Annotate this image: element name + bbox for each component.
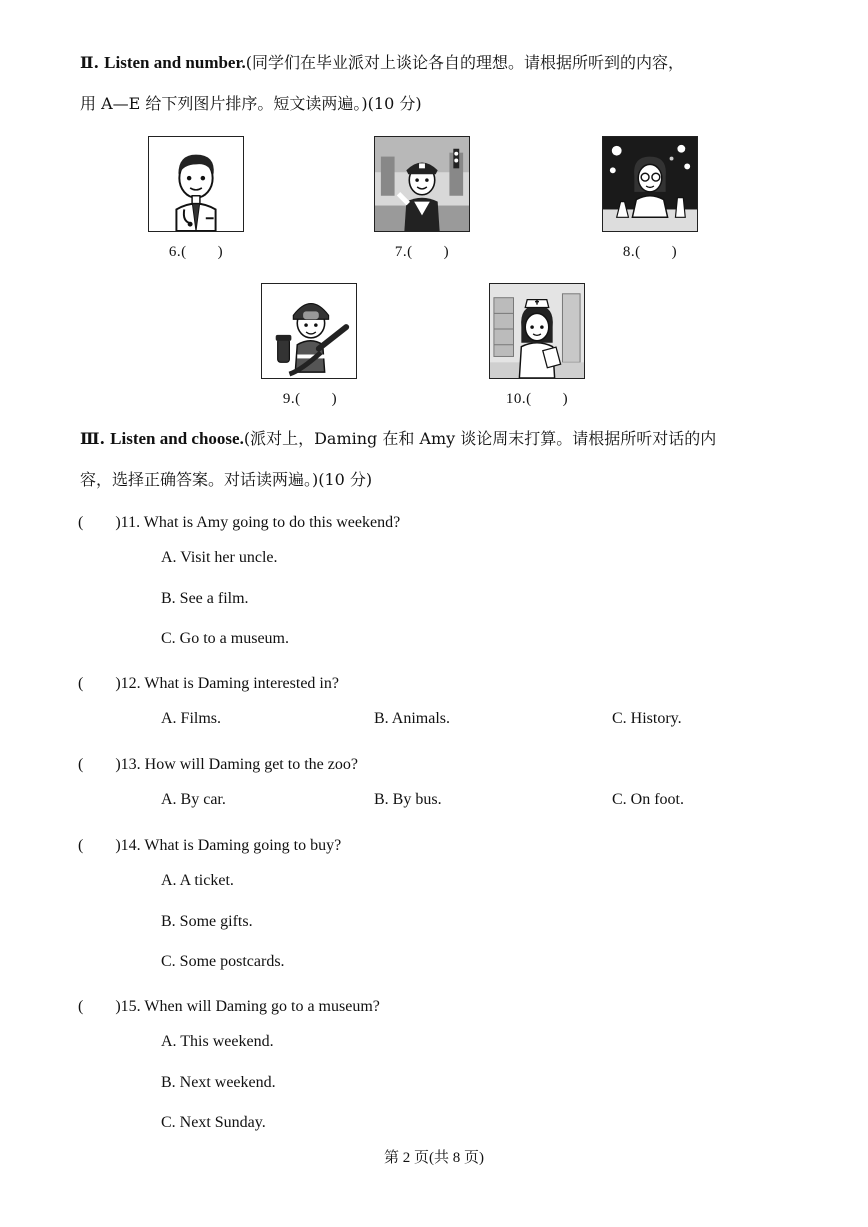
question-12-option-c: C. History. — [612, 710, 682, 727]
section-3-title — [80, 418, 790, 500]
question-11-option-b: B. See a film. — [161, 590, 249, 607]
picture-scientist — [602, 136, 698, 232]
scientist-icon — [603, 137, 697, 231]
question-11-option-a: A. Visit her uncle. — [161, 549, 278, 566]
question-11: ( )11. What is Amy going to do this weekend? — [78, 514, 401, 531]
section-2-instructions-line2: 用 A—E 给下列图片排序。短文读两遍。)(10 分) — [80, 94, 422, 113]
section-3-instructions-line1: (派对上，Daming 在和 Amy 谈论周末打算。请根据所听对话的内 — [243, 429, 717, 448]
page-number: 第 2 页(共 8 页) — [384, 1150, 484, 1166]
picture-police-officer — [374, 136, 470, 232]
question-12: ( )12. What is Daming interested in? — [78, 675, 339, 692]
question-13: ( )13. How will Daming get to the zoo? — [78, 756, 358, 773]
police-officer-icon — [375, 137, 469, 231]
section-3-title-en: Listen and choose. — [110, 429, 244, 448]
question-14-option-b: B. Some gifts. — [161, 913, 253, 930]
section-2-numeral: Ⅱ. — [80, 53, 100, 72]
caption-10: 10.( ) — [505, 391, 569, 407]
section-3-instructions-line2: 容，选择正确答案。对话读两遍。)(10 分) — [80, 470, 373, 489]
caption-7: 7.( ) — [394, 244, 450, 260]
section-2-title-en: Listen and number. — [104, 53, 246, 72]
section-3-numeral: Ⅲ. — [80, 429, 106, 448]
picture-firefighter — [261, 283, 357, 379]
caption-6: 6.( ) — [168, 244, 224, 260]
caption-8: 8.( ) — [622, 244, 678, 260]
question-11-option-c: C. Go to a museum. — [161, 630, 289, 647]
question-13-option-c: C. On foot. — [612, 791, 684, 808]
section-2-title — [80, 42, 790, 124]
question-14: ( )14. What is Daming going to buy? — [78, 837, 342, 854]
question-12-option-a: A. Films. — [161, 710, 222, 727]
picture-nurse — [489, 283, 585, 379]
picture-doctor — [148, 136, 244, 232]
firefighter-icon — [262, 284, 356, 378]
question-15: ( )15. When will Daming go to a museum? — [78, 998, 380, 1015]
question-13-option-a: A. By car. — [161, 791, 226, 808]
question-15-option-a: A. This weekend. — [161, 1033, 274, 1050]
nurse-icon — [490, 284, 584, 378]
question-15-option-b: B. Next weekend. — [161, 1074, 276, 1091]
caption-9: 9.( ) — [282, 391, 338, 407]
question-13-option-b: B. By bus. — [374, 791, 442, 808]
question-12-option-b: B. Animals. — [374, 710, 451, 727]
question-15-option-c: C. Next Sunday. — [161, 1114, 266, 1131]
doctor-icon — [149, 137, 243, 231]
question-14-option-c: C. Some postcards. — [161, 953, 285, 970]
question-14-option-a: A. A ticket. — [161, 872, 234, 889]
section-2-instructions-line1: (同学们在毕业派对上谈论各自的理想。请根据所听到的内容， — [245, 53, 684, 72]
